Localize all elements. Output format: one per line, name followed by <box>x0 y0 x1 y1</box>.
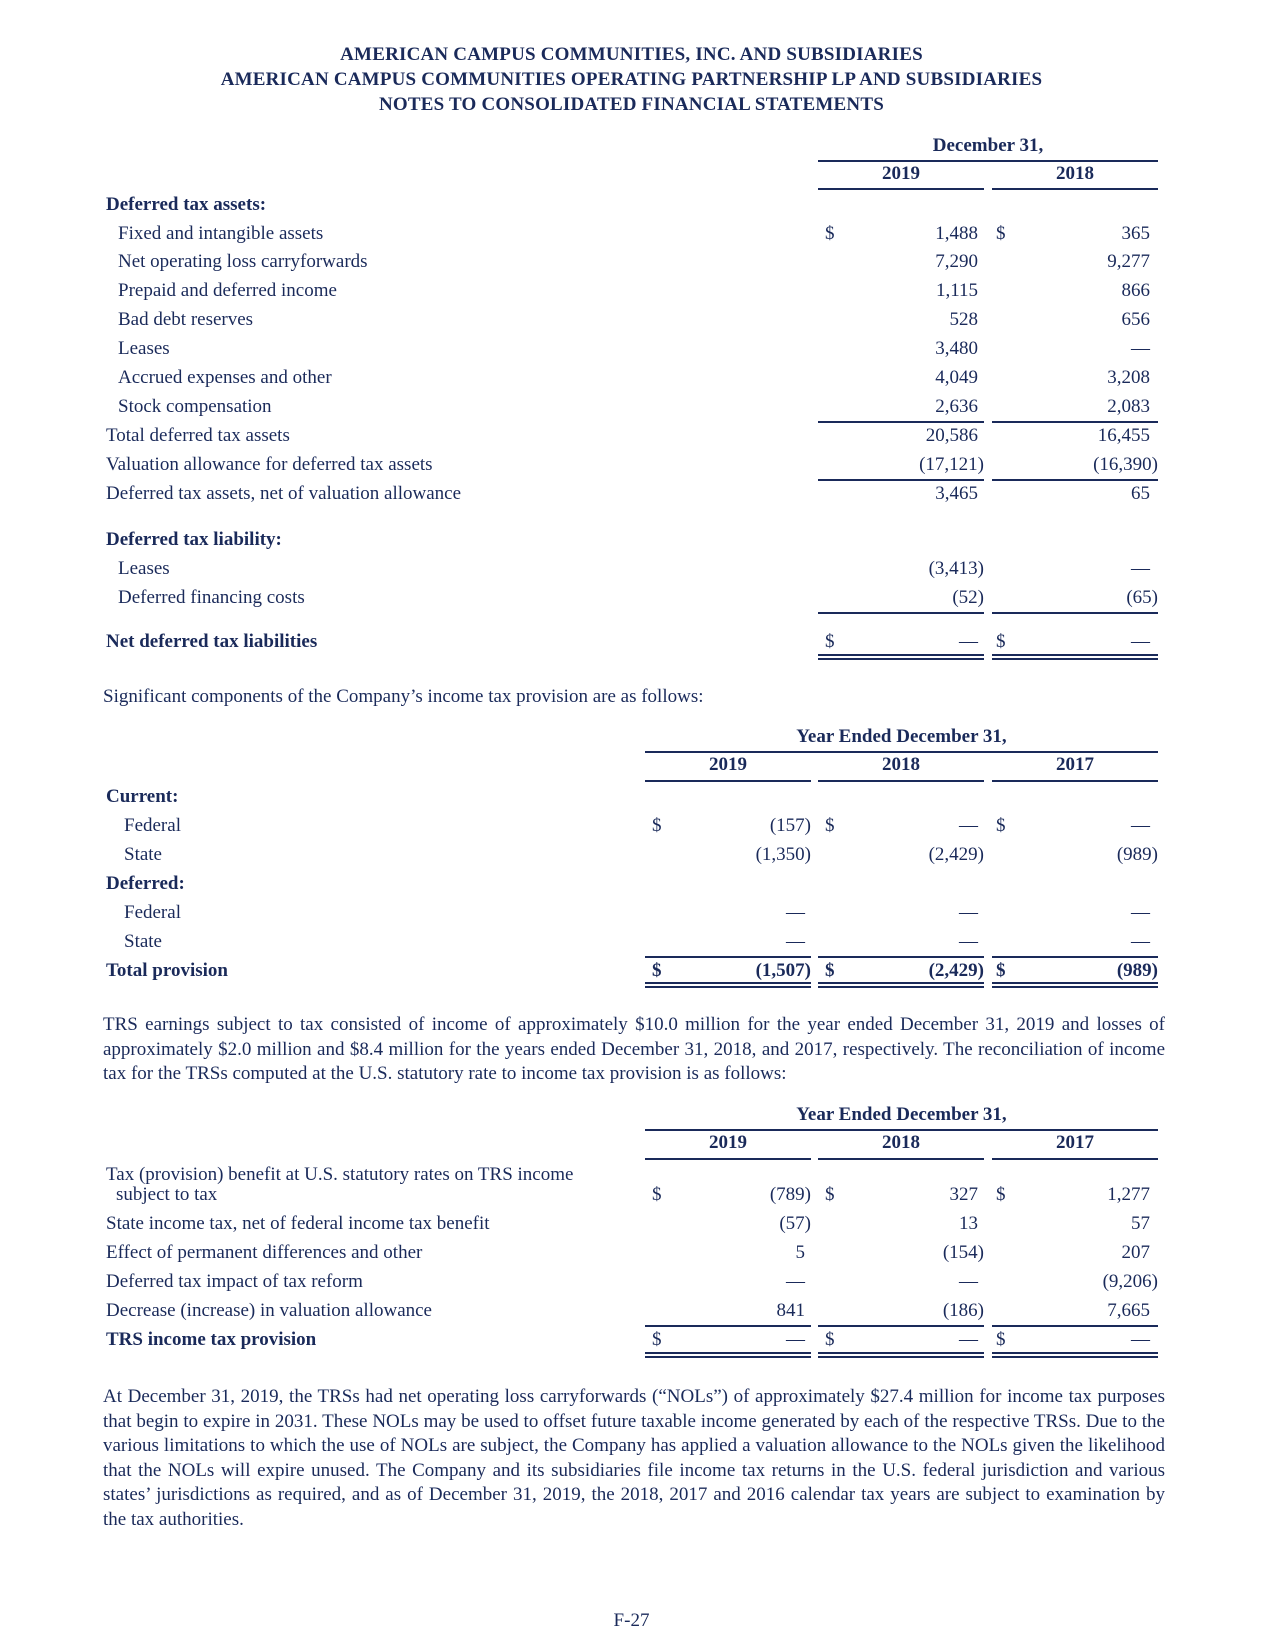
currency-symbol: $ <box>652 1184 662 1205</box>
row-label: Deferred tax impact of tax reform <box>106 1271 363 1292</box>
subtotal-rule <box>992 479 1158 481</box>
column-group-header: Year Ended December 31, <box>796 726 1007 747</box>
total-double-rule <box>992 982 1158 988</box>
cell-value: 1,488 <box>935 223 978 244</box>
row-label: Stock compensation <box>118 396 272 417</box>
subtotal-rule <box>818 612 984 614</box>
header-rule <box>818 160 1158 162</box>
currency-symbol: $ <box>996 223 1006 244</box>
subtotal-rule <box>818 1325 984 1327</box>
section-heading: Deferred tax liability: <box>106 529 282 550</box>
total-label: Net deferred tax liabilities <box>106 631 318 652</box>
currency-symbol: $ <box>996 1329 1006 1350</box>
cell-value: 1,277 <box>1107 1184 1150 1205</box>
total-double-rule <box>992 654 1158 660</box>
subtotal-rule <box>818 479 984 481</box>
subtotal-rule <box>992 421 1158 423</box>
cell-value: 57 <box>1131 1213 1150 1234</box>
row-label: Leases <box>118 338 170 359</box>
cell-value: 13 <box>959 1213 978 1234</box>
cell-value: 20,586 <box>925 425 978 446</box>
row-label: Fixed and intangible assets <box>118 223 324 244</box>
cell-value: 365 <box>1121 223 1150 244</box>
column-group-header: Year Ended December 31, <box>796 1104 1007 1125</box>
cell-value: 866 <box>1121 280 1150 301</box>
subtotal-rule <box>818 421 984 423</box>
header-rule <box>645 1158 811 1160</box>
cell-value: (1,507) <box>755 960 811 981</box>
trs-earnings-paragraph: TRS earnings subject to tax consisted of income of approximately $10.0 million for the year ended December 31, 2019 and losses of approximately $2.0 million and $8.4 million for the years ended December 31, 2018, and 2017, respectively. The reconciliation of income tax for the TRSs computed at the U.S. statutory rate to income tax provision is as follows: <box>103 1014 1165 1084</box>
column-header-2017: 2017 <box>1056 754 1094 775</box>
header-rule <box>645 751 1158 753</box>
cell-value: 2,636 <box>935 396 978 417</box>
currency-symbol: $ <box>996 631 1006 652</box>
section-heading: Deferred: <box>106 873 185 894</box>
row-label: Deferred tax assets, net of valuation allowance <box>106 483 462 504</box>
cell-value: (989) <box>1116 844 1158 865</box>
cell-value: (2,429) <box>928 960 984 981</box>
cell-value: — <box>959 1271 978 1292</box>
cell-value: 841 <box>776 1300 805 1321</box>
currency-symbol: $ <box>825 631 835 652</box>
currency-symbol: $ <box>652 960 662 981</box>
cell-value: 3,480 <box>935 338 978 359</box>
header-rule <box>818 1158 984 1160</box>
total-double-rule <box>645 982 811 988</box>
section-heading: Deferred tax assets: <box>106 194 267 215</box>
row-label: Federal <box>124 902 181 923</box>
row-label: Prepaid and deferred income <box>118 280 337 301</box>
cell-value: — <box>1131 338 1150 359</box>
cell-value: — <box>786 902 805 923</box>
cell-value: (65) <box>1126 587 1158 608</box>
header-rule <box>818 780 984 782</box>
total-double-rule <box>992 1352 1158 1358</box>
column-header-2019: 2019 <box>709 754 747 775</box>
column-header-2018: 2018 <box>882 754 920 775</box>
cell-value: (16,390) <box>1093 454 1158 475</box>
cell-value: — <box>1131 902 1150 923</box>
row-label: State <box>124 931 162 952</box>
total-double-rule <box>818 1352 984 1358</box>
header-company: AMERICAN CAMPUS COMMUNITIES, INC. AND SUBSIDIARIES <box>340 44 923 65</box>
currency-symbol: $ <box>825 1329 835 1350</box>
header-notes-title: NOTES TO CONSOLIDATED FINANCIAL STATEMENTS <box>379 94 884 115</box>
cell-value: 3,465 <box>935 483 978 504</box>
column-header-2018: 2018 <box>1056 163 1094 184</box>
row-label: Bad debt reserves <box>118 309 254 330</box>
row-label: Tax (provision) benefit at U.S. statutory rates on TRS income <box>106 1164 574 1185</box>
cell-value: 7,290 <box>935 251 978 272</box>
header-rule <box>992 780 1158 782</box>
cell-value: 327 <box>949 1184 978 1205</box>
row-label-continuation: subject to tax <box>116 1184 218 1205</box>
cell-value: 2,083 <box>1107 396 1150 417</box>
header-rule <box>645 1129 1158 1131</box>
cell-value: — <box>959 902 978 923</box>
section-heading: Current: <box>106 786 179 807</box>
cell-value: — <box>1131 631 1150 652</box>
header-rule <box>992 1158 1158 1160</box>
table-intro-text: Significant components of the Company’s income tax provision are as follows: <box>103 686 704 707</box>
currency-symbol: $ <box>996 960 1006 981</box>
row-label: Leases <box>118 558 170 579</box>
column-header-2017: 2017 <box>1056 1132 1094 1153</box>
page-number: F-27 <box>613 1610 650 1631</box>
header-rule <box>992 188 1158 190</box>
total-label: Total provision <box>106 960 228 981</box>
total-label: TRS income tax provision <box>106 1329 317 1350</box>
header-rule <box>818 188 984 190</box>
cell-value: — <box>786 1329 805 1350</box>
row-label: State income tax, net of federal income tax benefit <box>106 1213 490 1234</box>
cell-value: — <box>959 1329 978 1350</box>
cell-value: — <box>959 815 978 836</box>
cell-value: (2,429) <box>928 844 984 865</box>
currency-symbol: $ <box>825 960 835 981</box>
row-label: Federal <box>124 815 181 836</box>
cell-value: (9,206) <box>1102 1271 1158 1292</box>
currency-symbol: $ <box>652 815 662 836</box>
subtotal-rule <box>992 1325 1158 1327</box>
cell-value: — <box>959 631 978 652</box>
column-header-2019: 2019 <box>882 163 920 184</box>
row-label: State <box>124 844 162 865</box>
cell-value: 3,208 <box>1107 367 1150 388</box>
row-label: Decrease (increase) in valuation allowance <box>106 1300 432 1321</box>
cell-value: (1,350) <box>755 844 811 865</box>
cell-value: 65 <box>1131 483 1150 504</box>
cell-value: 1,115 <box>935 280 978 301</box>
currency-symbol: $ <box>996 815 1006 836</box>
subtotal-rule <box>992 612 1158 614</box>
nol-paragraph: At December 31, 2019, the TRSs had net operating loss carryforwards (“NOLs”) of approximately $27.4 million for income tax purposes that begin to expire in 2031. These NOLs may be used to offset future taxable income generated by each of the respective TRSs. Due to the various limitations to which the use of NOLs are subject, the Company has applied a valuation allowance to the NOLs given the likelihood that the NOLs will expire unused. The Company and its subsidiaries file income tax returns in the U.S. federal jurisdiction and various states’ jurisdictions as required, and as of December 31, 2019, the 2018, 2017 and 2016 calendar tax years are subject to examination by the tax authorities. <box>103 1386 1165 1530</box>
cell-value: 16,455 <box>1097 425 1150 446</box>
cell-value: 5 <box>795 1242 805 1263</box>
column-header-2018: 2018 <box>882 1132 920 1153</box>
currency-symbol: $ <box>652 1329 662 1350</box>
header-partnership: AMERICAN CAMPUS COMMUNITIES OPERATING PARTNERSHIP LP AND SUBSIDIARIES <box>220 69 1043 90</box>
total-double-rule <box>818 654 984 660</box>
cell-value: (3,413) <box>928 558 984 579</box>
cell-value: 9,277 <box>1107 251 1150 272</box>
cell-value: (989) <box>1116 960 1158 981</box>
total-double-rule <box>645 1352 811 1358</box>
column-header-2019: 2019 <box>709 1132 747 1153</box>
cell-value: 7,665 <box>1107 1300 1150 1321</box>
cell-value: 207 <box>1121 1242 1150 1263</box>
column-group-header: December 31, <box>932 135 1044 156</box>
subtotal-rule <box>992 956 1158 958</box>
cell-value: 4,049 <box>935 367 978 388</box>
cell-value: (57) <box>779 1213 811 1234</box>
cell-value: — <box>786 931 805 952</box>
cell-value: (186) <box>942 1300 984 1321</box>
cell-value: — <box>786 1271 805 1292</box>
subtotal-rule <box>645 956 811 958</box>
row-label: Total deferred tax assets <box>106 425 290 446</box>
row-label: Valuation allowance for deferred tax assets <box>106 454 433 475</box>
header-rule <box>645 780 811 782</box>
cell-value: (17,121) <box>919 454 984 475</box>
cell-value: 528 <box>949 309 978 330</box>
cell-value: — <box>1131 815 1150 836</box>
currency-symbol: $ <box>825 223 835 244</box>
cell-value: — <box>1131 1329 1150 1350</box>
cell-value: (789) <box>769 1184 811 1205</box>
cell-value: — <box>959 931 978 952</box>
cell-value: 656 <box>1121 309 1150 330</box>
row-label: Accrued expenses and other <box>118 367 332 388</box>
total-double-rule <box>818 982 984 988</box>
currency-symbol: $ <box>825 1184 835 1205</box>
currency-symbol: $ <box>825 815 835 836</box>
cell-value: (154) <box>942 1242 984 1263</box>
cell-value: (157) <box>769 815 811 836</box>
row-label: Effect of permanent differences and other <box>106 1242 423 1263</box>
subtotal-rule <box>818 956 984 958</box>
cell-value: (52) <box>952 587 984 608</box>
row-label: Deferred financing costs <box>118 587 305 608</box>
subtotal-rule <box>645 1325 811 1327</box>
currency-symbol: $ <box>996 1184 1006 1205</box>
cell-value: — <box>1131 558 1150 579</box>
row-label: Net operating loss carryforwards <box>118 251 368 272</box>
cell-value: — <box>1131 931 1150 952</box>
